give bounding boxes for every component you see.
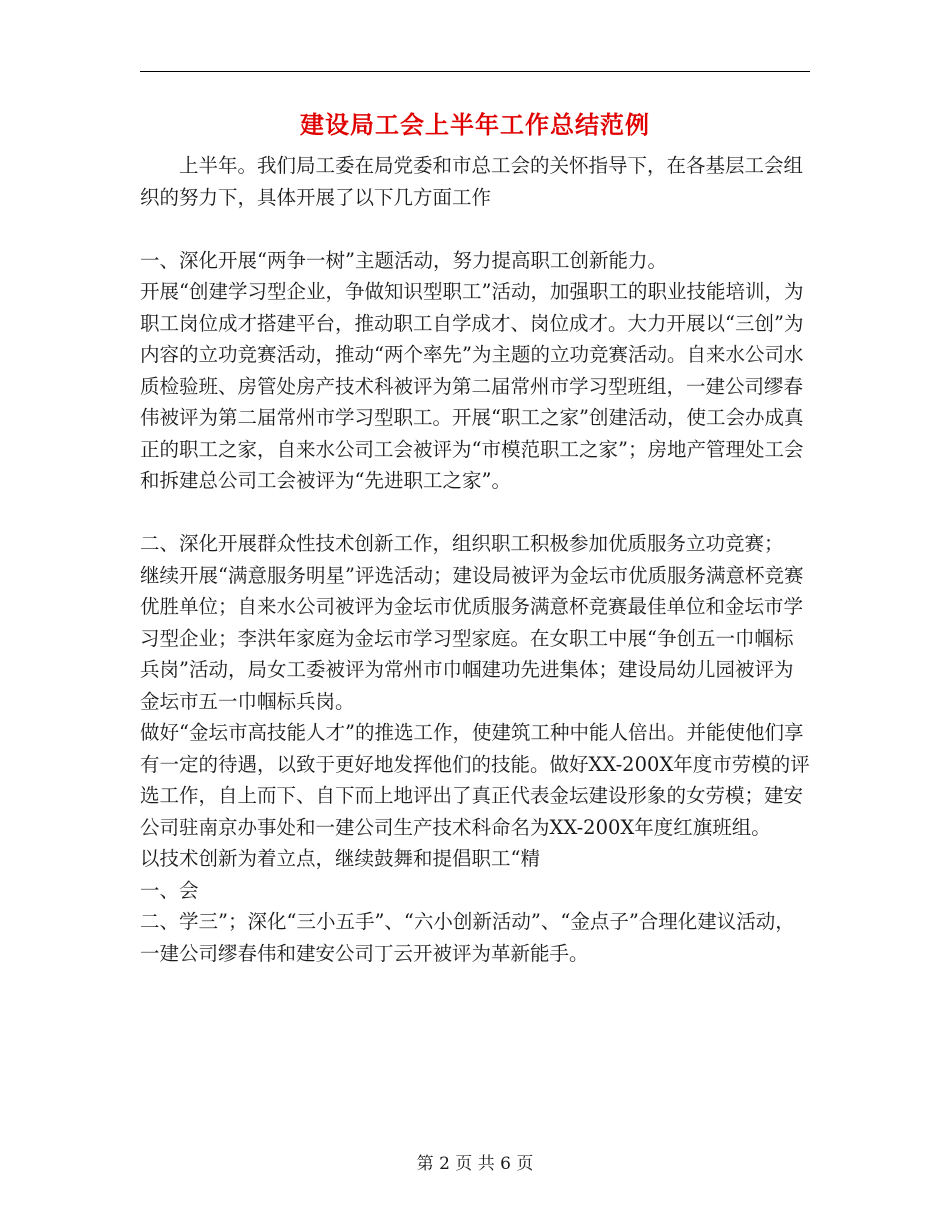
section-heading-1: 一、深化开展“两争一树”主题活动，努力提高职工创新能力。: [140, 248, 667, 272]
intro-paragraph: 上半年。我们局工委在局党委和市总工会的关怀指导下，在各基层工会组织的努力下，具体开展了以下几方面工作: [140, 154, 804, 209]
section-heading-2: 二、深化开展群众性技术创新工作，组织职工积极参加优质服务立功竞赛；: [140, 532, 784, 555]
paragraph-spacer: [140, 213, 812, 245]
body-paragraph: 一、会: [140, 878, 199, 902]
document-body: [140, 150, 812, 969]
paragraph-spacer: [140, 497, 812, 529]
body-paragraph: 开展“创建学习型企业，争做知识型职工”活动，加强职工的职业技能培训，为职工岗位成才搭建平台，推动职工自学成才、岗位成才。大力开展以“三创”为内容的立功竞赛活动，推动“两个率先”为主题的立功竞赛活动。自来水公司水质检验班、房管处房产技术科被评为第二届常州市学习型班组，一建公司缪春伟被评为第二届常州市学习型职工。开展“职工之家”创建活动，使工会办成真正的职工之家，自来水公司工会被评为“市模范职工之家”；房地产管理处工会和拆建总公司工会被评为“先进职工之家”。: [140, 280, 804, 492]
body-paragraph: 二、学三”；深化“三小五手”、“六小创新活动”、“金点子”合理化建议活动，一建公司缪春伟和建安公司丁云开被评为革新能手。: [140, 910, 795, 965]
document-title: 建设局工会上半年工作总结范例: [300, 110, 650, 139]
page-number: 第 2 页 共 6 页: [416, 1154, 534, 1174]
body-paragraph: 以技术创新为着立点，继续鼓舞和提倡职工“精: [140, 847, 540, 870]
body-paragraph: 做好“金坛市高技能人才”的推选工作，使建筑工种中能人倍出。并能使他们享有一定的待遇，以致于更好地发挥他们的技能。做好XX-200X年度市劳模的评选工作，自上而下、自下而上地评出了真正代表金坛建设形象的女劳模；建安公司驻南京办事处和一建公司生产技术科命名为XX-200X年度红旗班组。: [140, 721, 810, 839]
header-rule: [140, 71, 810, 72]
body-paragraph: 继续开展“满意服务明星”评选活动；建设局被评为金坛市优质服务满意杯竞赛优胜单位；自来水公司被评为金坛市优质服务满意杯竞赛最佳单位和金坛市学习型企业；李洪年家庭为金坛市学习型家庭。在女职工中展“争创五一巾帼标兵岗”活动，局女工委被评为常州市巾帼建功先进集体；建设局幼儿园被评为金坛市五一巾帼标兵岗。: [140, 563, 804, 713]
